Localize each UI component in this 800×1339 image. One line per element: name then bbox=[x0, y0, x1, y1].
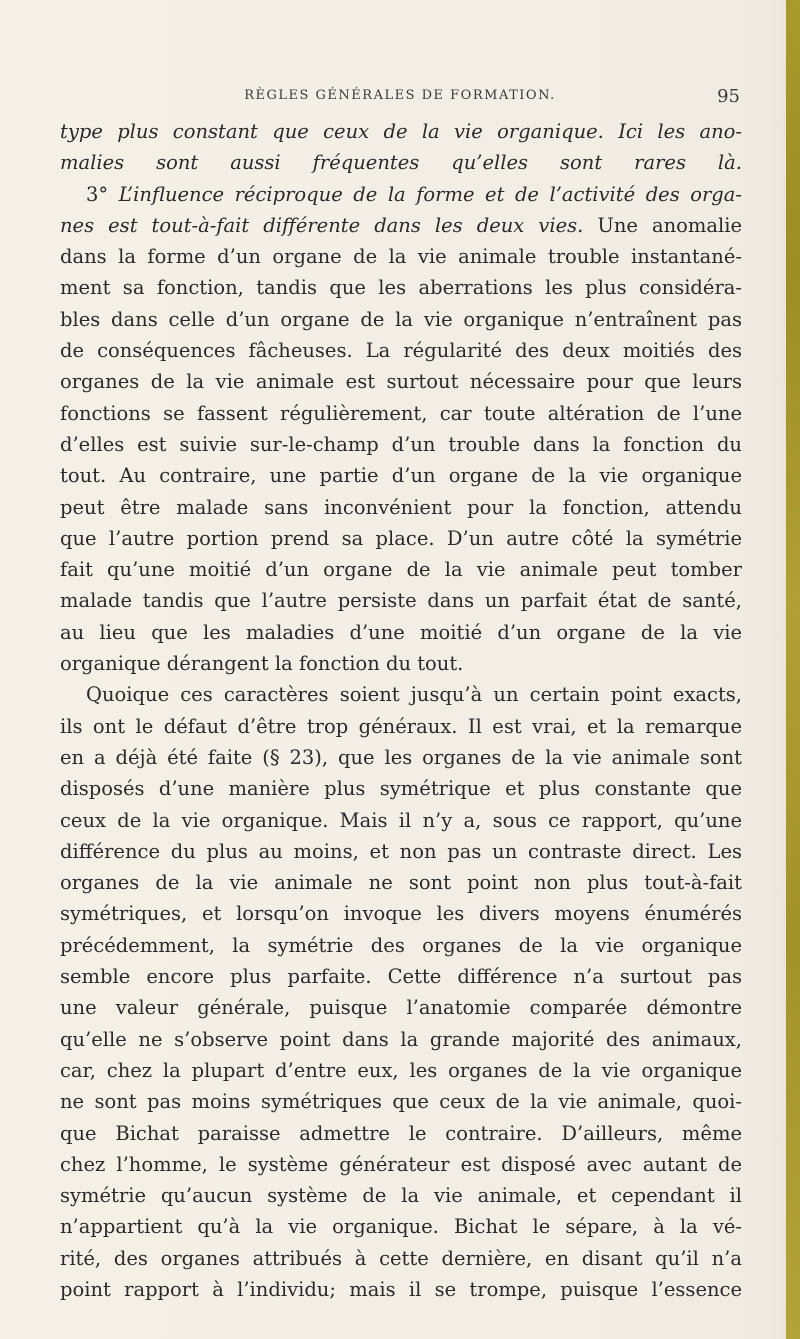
text-line bbox=[60, 335, 742, 366]
text-line bbox=[60, 241, 742, 272]
line-text: que Bichat paraisse admettre le contraire. D’ailleurs, même bbox=[60, 1121, 742, 1145]
italic-text: nes est tout-à-fait différente dans les deux vies. bbox=[60, 213, 584, 237]
line-text: différence du plus au moins, et non pas un contraste direct. Les bbox=[60, 839, 742, 863]
line-text: n’appartient qu’à la vie organique. Bichat le sépare, à la vé- bbox=[60, 1215, 742, 1239]
line-prefix: 3° bbox=[86, 182, 119, 206]
text-line bbox=[60, 930, 742, 961]
text-line bbox=[60, 1274, 742, 1305]
line-text: que l’autre portion prend sa place. D’un autre côté la symétrie bbox=[60, 526, 742, 550]
line-text: ment sa fonction, tandis que les aberrations les plus considéra- bbox=[60, 276, 742, 300]
line-text: peut être malade sans inconvénient pour la fonction, attendu bbox=[60, 495, 742, 519]
page-number: 95 bbox=[717, 86, 740, 107]
line-text: ceux de la vie organique. Mais il n’y a, sous ce rapport, qu’une bbox=[60, 808, 742, 832]
line-text: malade tandis que l’autre persiste dans un parfait état de santé, bbox=[60, 589, 742, 613]
text-line bbox=[60, 1024, 742, 1055]
text-line bbox=[60, 805, 742, 836]
text-line bbox=[60, 1086, 742, 1117]
text-line bbox=[60, 679, 742, 710]
line-text: Quoique ces caractères soient jusqu’à un certain point exacts, bbox=[86, 683, 742, 707]
text-line bbox=[60, 1211, 742, 1242]
text-line bbox=[60, 836, 742, 867]
italic-text: malies sont aussi fréquentes qu’elles sont rares là. bbox=[60, 151, 742, 175]
text-line bbox=[60, 179, 742, 210]
text-line bbox=[60, 554, 742, 585]
body-text bbox=[60, 116, 742, 1305]
text-line bbox=[60, 460, 742, 491]
line-text: au lieu que les maladies d’une moitié d’un organe de la vie bbox=[60, 620, 742, 644]
line-text: semble encore plus parfaite. Cette différence n’a surtout pas bbox=[60, 965, 742, 989]
line-suffix: Une anomalie bbox=[583, 213, 742, 237]
text-line bbox=[60, 867, 742, 898]
text-line bbox=[60, 116, 742, 147]
text-line bbox=[60, 773, 742, 804]
text-line bbox=[60, 585, 742, 616]
line-text: organique dérangent la fonction du tout. bbox=[60, 652, 464, 676]
line-text: ne sont pas moins symétriques que ceux de la vie animale, quoi- bbox=[60, 1090, 742, 1114]
text-line bbox=[60, 742, 742, 773]
italic-text: type plus constant que ceux de la vie organique. Ici les ano- bbox=[60, 120, 742, 143]
line-text: car, chez la plupart d’entre eux, les organes de la vie organique bbox=[60, 1058, 742, 1082]
line-text: bles dans celle d’un organe de la vie organique n’entraînent pas bbox=[60, 307, 742, 331]
line-text: fonctions se fassent régulièrement, car toute altération de l’une bbox=[60, 401, 742, 425]
line-text: précédemment, la symétrie des organes de la vie organique bbox=[60, 933, 742, 957]
text-line bbox=[60, 1180, 742, 1211]
line-text: ils ont le défaut d’être trop généraux. Il est vrai, et la remarque bbox=[60, 714, 742, 738]
line-text: organes de la vie animale est surtout nécessaire pour que leurs bbox=[60, 370, 742, 394]
running-head: RÈGLES GÉNÉRALES DE FORMATION. bbox=[244, 88, 556, 103]
italic-text: L’influence réciproque de la forme et de l’activité des orga- bbox=[118, 182, 742, 206]
line-text: qu’elle ne s’observe point dans la grande majorité des animaux, bbox=[60, 1027, 742, 1051]
text-line bbox=[60, 711, 742, 742]
text-line bbox=[60, 1149, 742, 1180]
text-line bbox=[60, 272, 742, 303]
line-text: en a déjà été faite (§ 23), que les organes de la vie animale sont bbox=[60, 745, 742, 769]
text-line bbox=[60, 1118, 742, 1149]
text-line bbox=[60, 304, 742, 335]
text-line bbox=[60, 617, 742, 648]
line-text: rité, des organes attribués à cette dernière, en disant qu’il n’a bbox=[60, 1246, 742, 1270]
text-line bbox=[60, 366, 742, 397]
line-text: disposés d’une manière plus symétrique et plus constante que bbox=[60, 777, 742, 801]
text-line bbox=[60, 523, 742, 554]
page-header bbox=[60, 88, 740, 110]
line-text: de conséquences fâcheuses. La régularité des deux moitiés des bbox=[60, 339, 742, 363]
text-line bbox=[60, 492, 742, 523]
text-line bbox=[60, 898, 742, 929]
line-text: symétrie qu’aucun système de la vie animale, et cependant il bbox=[60, 1184, 742, 1208]
line-text: organes de la vie animale ne sont point non plus tout-à-fait bbox=[60, 871, 742, 895]
line-text: symétriques, et lorsqu’on invoque les divers moyens énumérés bbox=[60, 902, 742, 926]
text-line bbox=[60, 1243, 742, 1274]
line-text: dans la forme d’un organe de la vie animale trouble instantané- bbox=[60, 245, 742, 269]
text-line bbox=[60, 1055, 742, 1086]
text-line bbox=[60, 429, 742, 460]
text-line bbox=[60, 992, 742, 1023]
line-text: une valeur générale, puisque l’anatomie comparée démontre bbox=[60, 996, 742, 1020]
text-line bbox=[60, 961, 742, 992]
text-line bbox=[60, 398, 742, 429]
line-text: d’elles est suivie sur-le-champ d’un trouble dans la fonction du bbox=[60, 432, 742, 456]
text-line bbox=[60, 210, 742, 241]
line-text: fait qu’une moitié d’un organe de la vie animale peut tomber bbox=[60, 558, 742, 582]
line-text: chez l’homme, le système générateur est disposé avec autant de bbox=[60, 1152, 742, 1176]
text-line bbox=[60, 147, 742, 178]
text-line bbox=[60, 648, 742, 679]
line-text: tout. Au contraire, une partie d’un organe de la vie organique bbox=[60, 464, 742, 488]
line-text: point rapport à l’individu; mais il se trompe, puisque l’essence bbox=[60, 1277, 742, 1301]
book-edge-strip bbox=[786, 0, 800, 1339]
